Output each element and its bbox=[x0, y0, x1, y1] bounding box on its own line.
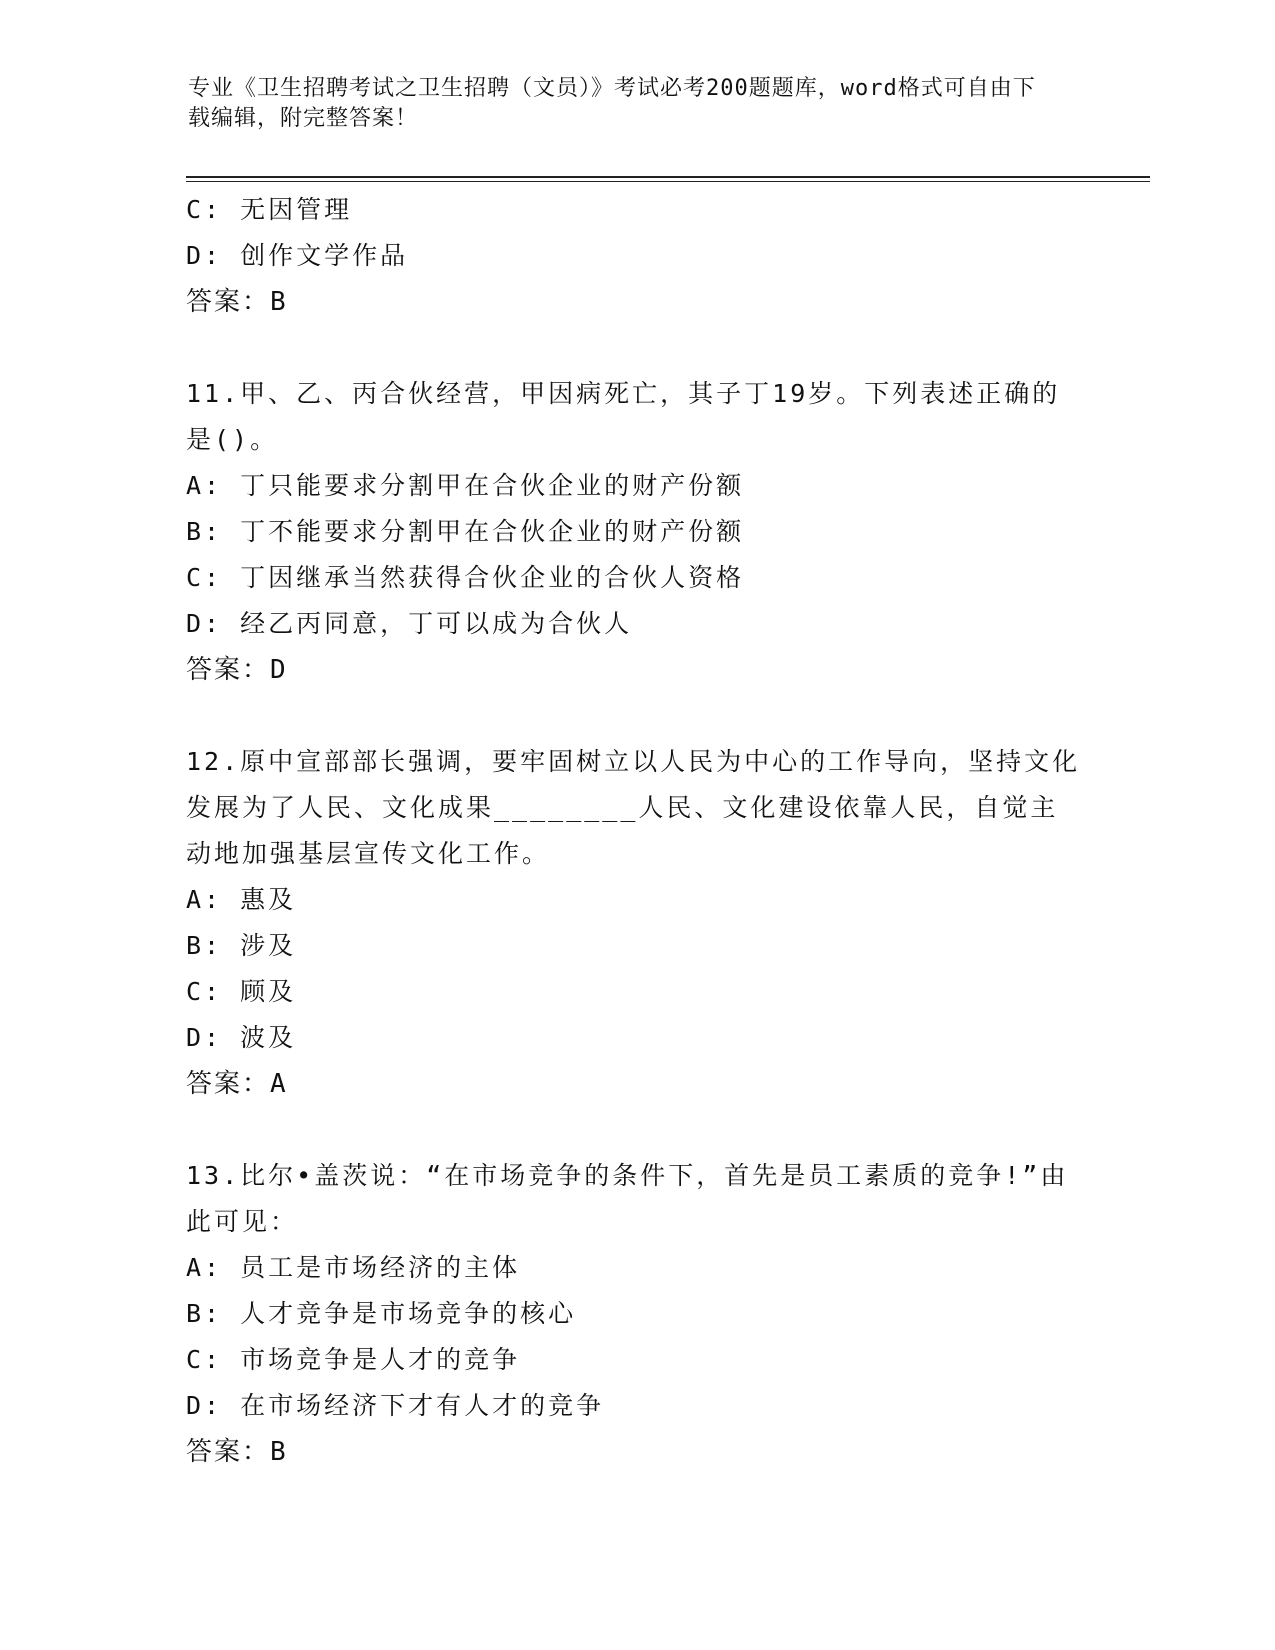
question-11 bbox=[186, 371, 1086, 693]
question-text: 12.原中宣部部长强调，要牢固树立以人民为中心的工作导向，坚持文化发展为了人民、文化成果________人民、文化建设依靠人民，自觉主动地加强基层宣传文化工作。 bbox=[186, 747, 1081, 868]
question-12 bbox=[186, 739, 1086, 1107]
answer-line: 答案：B bbox=[186, 1437, 288, 1467]
spacer bbox=[186, 1107, 1086, 1153]
question-text: 11.甲、乙、丙合伙经营，甲因病死亡，其子丁19岁。下列表述正确的是()。 bbox=[186, 379, 1061, 454]
spacer bbox=[186, 693, 1086, 739]
continued-question bbox=[186, 187, 1086, 325]
answer-line: 答案：D bbox=[186, 655, 288, 685]
question-content bbox=[186, 187, 1086, 1475]
option-b: B: 人才竞争是市场竞争的核心 bbox=[186, 1299, 577, 1328]
document-header: 专业《卫生招聘考试之卫生招聘（文员）》考试必考200题题库，word格式可自由下载编辑，附完整答案！ bbox=[188, 76, 1036, 131]
option-c: C: 无因管理 bbox=[186, 195, 353, 224]
option-d: D: 创作文学作品 bbox=[186, 241, 409, 270]
option-a: A: 员工是市场经济的主体 bbox=[186, 1253, 521, 1282]
option-d: D: 波及 bbox=[186, 1023, 297, 1052]
option-a: A: 丁只能要求分割甲在合伙企业的财产份额 bbox=[186, 471, 745, 500]
answer-line: 答案：A bbox=[186, 1069, 288, 1099]
option-b: B: 涉及 bbox=[186, 931, 297, 960]
option-c: C: 丁因继承当然获得合伙企业的合伙人资格 bbox=[186, 563, 745, 592]
spacer bbox=[186, 325, 1086, 371]
header-divider bbox=[186, 176, 1150, 178]
option-a: A: 惠及 bbox=[186, 885, 297, 914]
answer-line: 答案：B bbox=[186, 287, 288, 317]
question-13 bbox=[186, 1153, 1086, 1475]
option-c: C: 顾及 bbox=[186, 977, 297, 1006]
option-b: B: 丁不能要求分割甲在合伙企业的财产份额 bbox=[186, 517, 745, 546]
question-text: 13.比尔•盖茨说：“在市场竞争的条件下，首先是员工素质的竞争!”由此可见： bbox=[186, 1161, 1069, 1236]
option-d: D: 在市场经济下才有人才的竞争 bbox=[186, 1391, 605, 1420]
option-c: C: 市场竞争是人才的竞争 bbox=[186, 1345, 521, 1374]
option-d: D: 经乙丙同意，丁可以成为合伙人 bbox=[186, 609, 633, 638]
header-divider-thin bbox=[186, 181, 1150, 182]
